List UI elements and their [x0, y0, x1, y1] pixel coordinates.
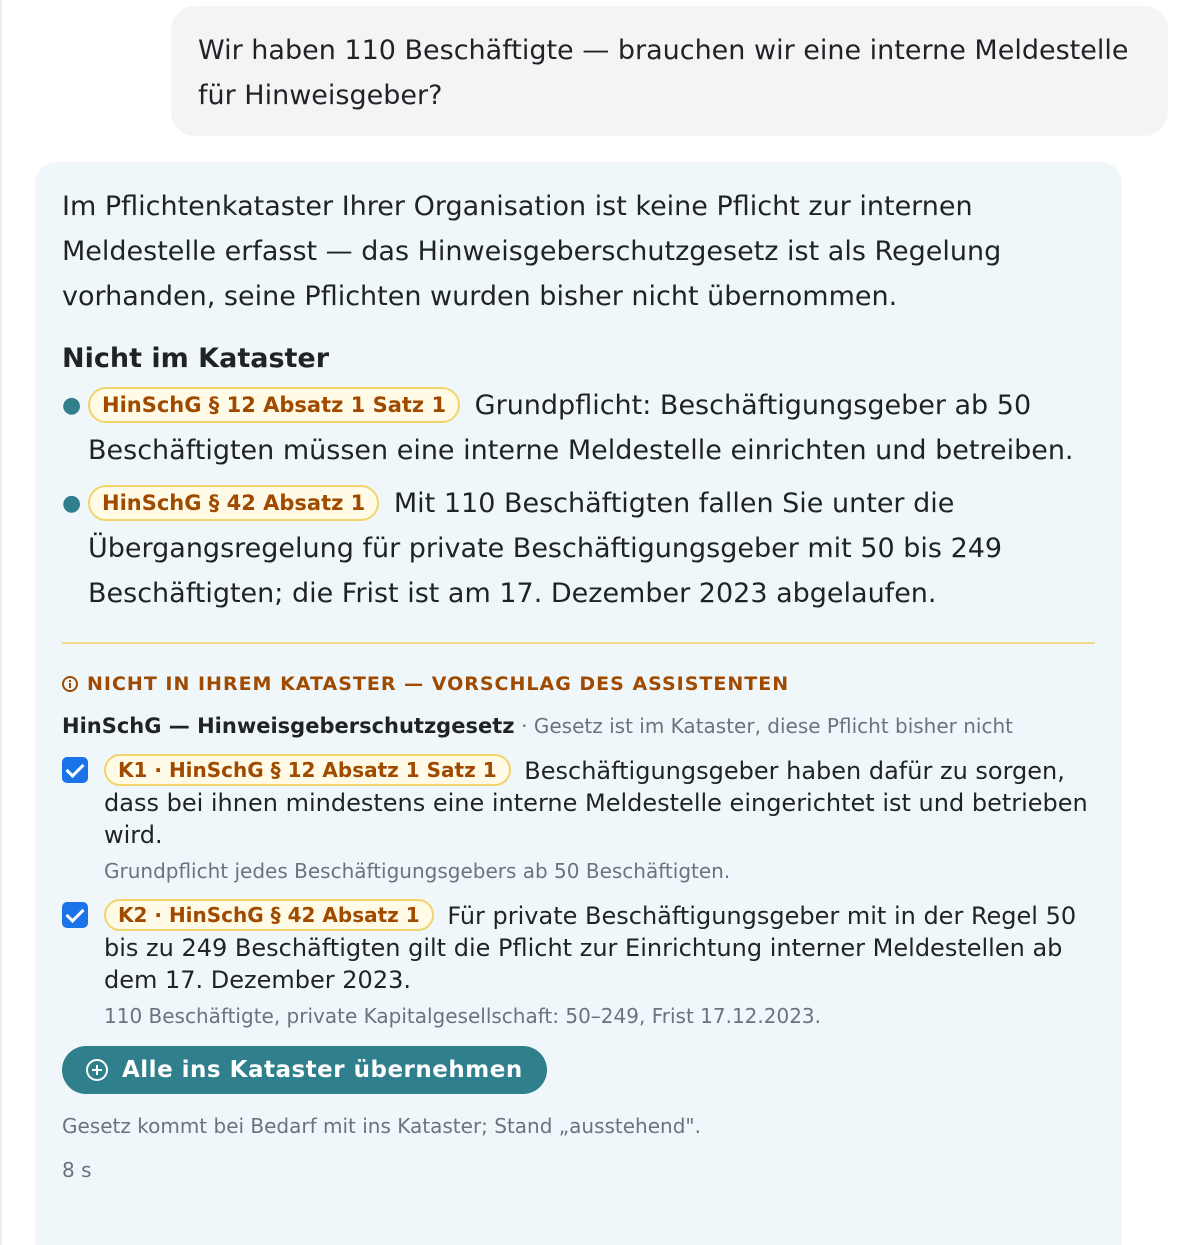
bullet-item [62, 383, 1095, 473]
adopt-all-button[interactable] [62, 1046, 547, 1094]
adopt-all-button-label: Alle ins Kataster übernehmen [122, 1057, 523, 1083]
law-line [62, 712, 1095, 740]
bullet-item [62, 481, 1095, 616]
proposal-text: Beschäftigungsgeber haben dafür zu sorgen, dass bei ihnen mindestens eine interne Meldestelle eingerichtet ist und betrieben wird. [104, 757, 1088, 849]
citation-chip[interactable]: K1 · HinSchG § 12 Absatz 1 Satz 1 [104, 754, 511, 786]
proposal-note: Grundpflicht jedes Beschäftigungsgebers ab 50 Beschäftigten. [104, 859, 731, 883]
bullet-list [62, 383, 1095, 616]
assistant-message-card [35, 162, 1122, 1245]
user-message-bubble [171, 6, 1168, 136]
suggestion-header [62, 672, 1095, 696]
proposal-text-block [104, 899, 1095, 996]
proposal-item [62, 899, 1095, 1030]
left-rule [0, 0, 2, 1245]
proposal-item [62, 754, 1095, 885]
plus-circle-icon [86, 1059, 108, 1081]
user-message-text: Wir haben 110 Beschäftigte — brauchen wir eine interne Meldestelle für Hinweisgeber? [198, 35, 1129, 111]
bullet-text: Grundpflicht: Beschäftigungsgeber ab 50 Beschäftigten müssen eine interne Meldestelle einrichten und betreiben. [88, 390, 1074, 466]
bullet-dot-icon: ● [62, 393, 82, 418]
proposal-checkbox[interactable] [62, 902, 88, 928]
response-duration: 8 s [62, 1158, 92, 1182]
citation-chip[interactable]: HinSchG § 42 Absatz 1 [88, 485, 379, 521]
suggestion-header-text: NICHT IN IHREM KATASTER — VORSCHLAG DES ASSISTENTEN [87, 673, 790, 695]
bullet-text: Mit 110 Beschäftigten fallen Sie unter die Übergangsregelung für private Beschäftigungsgeber mit 50 bis 249 Beschäftigten; die Frist ist am 17. Dezember 2023 abgelaufen. [88, 488, 1003, 609]
proposal-note: 110 Beschäftigte, private Kapitalgesellschaft: 50–249, Frist 17.12.2023. [104, 1004, 822, 1028]
divider [62, 642, 1095, 644]
citation-chip[interactable]: K2 · HinSchG § 42 Absatz 1 [104, 899, 434, 931]
bullet-dot-icon: ● [62, 491, 82, 516]
proposal-text: Für private Beschäftigungsgeber mit in der Regel 50 bis zu 249 Beschäftigten gilt die Pflicht zur Einrichtung interner Meldestellen ab dem 17. Dezember 2023. [104, 902, 1077, 994]
proposal-text-block [104, 754, 1095, 851]
footnote: Gesetz kommt bei Bedarf mit ins Kataster; Stand „ausstehend". [62, 1114, 701, 1138]
citation-chip[interactable]: HinSchG § 12 Absatz 1 Satz 1 [88, 387, 460, 423]
law-name: HinSchG — Hinweisgeberschutzgesetz [62, 714, 515, 738]
section-heading: Nicht im Kataster [62, 343, 330, 374]
law-note: · Gesetz ist im Kataster, diese Pflicht bisher nicht [521, 714, 1013, 738]
proposal-checkbox[interactable] [62, 757, 88, 783]
info-icon [62, 676, 78, 692]
assistant-intro: Im Pflichtenkataster Ihrer Organisation ist keine Pflicht zur internen Meldestelle erfasst — das Hinweisgeberschutzgesetz ist als Regelung vorhanden, seine Pflichten wurden bisher nicht übernommen. [62, 191, 1002, 312]
